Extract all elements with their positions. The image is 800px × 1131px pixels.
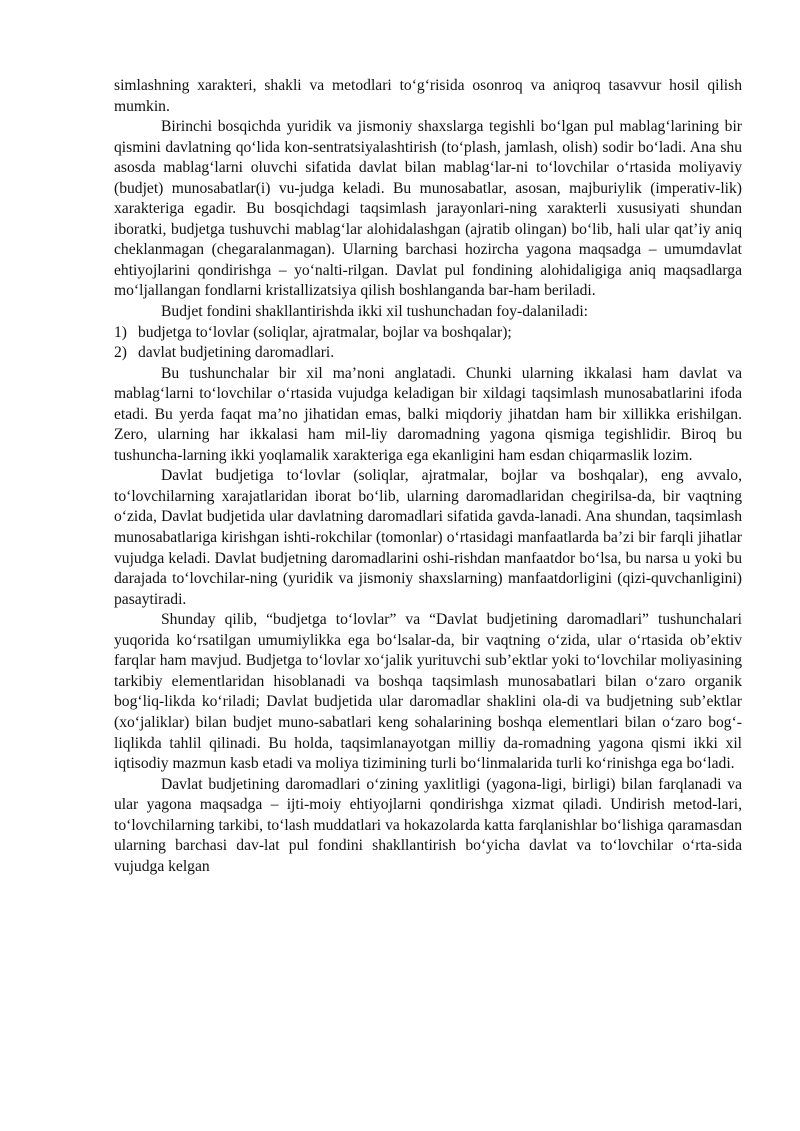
list-number: 2) <box>114 344 127 362</box>
paragraph-concepts-meaning: Bu tushunchalar bir xil ma’noni anglatadi. Chunki ularning ikkalasi ham davlat va mablag‘larni to‘lovchilar o‘rtasida vujudga keladigan bir xildagi taqsimlash munosabatlarini ifoda etadi. Bu yerda faqat ma’no jihatidan emas, balki miqdoriy jihatdan ham bir xillikka erishilgan. Zero, ularning har ikkalasi ham mil-liy daromadning yagona qismiga tegishlidir. Biroq bu tushuncha-larning ikki yoqlamalik xarakteriga ega ekanligini ham esdan chiqarmaslik lozim. <box>114 364 742 464</box>
list-number: 1) <box>114 323 127 341</box>
list-text: budjetga to‘lovlar (soliqlar, ajratmalar, bojlar va boshqalar); <box>138 323 512 341</box>
paragraph-budget-revenues: Davlat budjetining daromadlari o‘zining yaxlitligi (yagona-ligi, birligi) bilan farqlanadi va ular yagona maqsadga – ijti-moiy ehtiyojlarni qondirishga xizmat qiladi. Undirish metod-lari, to‘lovchilarning tarkibi, to‘lash muddatlari va hokazolarda katta farqlanishlar bo‘lishiga qaramasdan ularning barchasi dav-lat pul fondini shakllantirish bo‘yicha davlat va to‘lovchilar o‘rta-sida vujudga kelgan <box>114 775 742 875</box>
paragraph-thus: Shunday qilib, “budjetga to‘lovlar” va “Davlat budjetining daromadlari” tushunchalari yuqorida ko‘rsatilgan umumiylikka ega bo‘lsalar-da, bir vaqtning o‘zida, ular o‘rtasida ob’ektiv farqlar ham mavjud. Budjetga to‘lovlar xo‘jalik yurituvchi sub’ektlar yoki to‘lovchilar moliyasining tarkibiy elementlaridan hisoblanadi va boshqa taqsimlash munosabatlari bilan o‘zaro organik bog‘liq-likda ko‘riladi; Davlat budjetida ular daromadlar shaklini ola-di va budjetning sub’ektlar (xo‘jaliklar) bilan budjet muno-sabatlari keng sohalarining boshqa elementlari bilan o‘zaro bog‘-liqlikda tahlil qilinadi. Bu holda, taqsimlanayotgan milliy da-romadning yagona qismi ikki xil iqtisodiy mazmun kasb etadi va moliya tizimining turli bo‘linmalarida turli ko‘rinishga ega bo‘ladi. <box>114 611 742 773</box>
paragraph-budget-concepts-intro: Budjet fondini shakllantirishda ikki xil tushunchadan foy-dalaniladi: <box>161 303 589 321</box>
list-text: davlat budjetining daromadlari. <box>138 344 335 362</box>
paragraph-budget-payments: Davlat budjetiga to‘lovlar (soliqlar, ajratmalar, bojlar va boshqalar), eng avvalo, to‘lovchilarning xarajatlaridan iborat bo‘lib, ularning daromadlaridan chegirilsa-da, bir vaqtning o‘zida, Davlat budjetida ular davlatning daromadlari sifatida gavda-lanadi. Ana shundan, taqsimlash munosabatlariga kirishgan ishti-rokchilar (tomonlar) o‘rtasidagi manfaatlarda ba’zi bir farqli jihatlar vujudga keladi. Davlat budjetning daromadlarini oshi-rishdan manfaatdor bo‘lsa, bu narsa u yoki bu darajada to‘lovchilar-ning (yuridik va jismoniy shaxslarning) manfaatdorligini (qizi-quvchanligini) pasaytiradi. <box>114 467 742 608</box>
paragraph-continuation: simlashning xarakteri, shakli va metodlari to‘g‘risida osonroq va aniqroq tasavvur hosil qilish mumkin. <box>114 77 742 115</box>
list-item <box>114 343 742 364</box>
document-page <box>114 76 742 877</box>
paragraph-first-stage: Birinchi bosqichda yuridik va jismoniy shaxslarga tegishli bo‘lgan pul mablag‘larining bir qismini davlatning qo‘lida kon-sentratsiyalashtirish (to‘plash, jamlash, olish) sodir bo‘ladi. Ana shu asosda mablag‘larni oluvchi sifatida davlat bilan mablag‘lar-ni to‘lovchilar o‘rtasida moliyaviy (budjet) munosabatlar(i) vu-judga keladi. Bu munosabatlar, asosan, majburiylik (imperativ-lik) xarakteriga egadir. Bu bosqichdagi taqsimlash jarayonlari-ning xarakterli xususiyati shundan iboratki, budjetga tushuvchi mablag‘lar alohidalashgan (ajratib olingan) bo‘lib, hali ular qat’iy aniq cheklanmagan (chegaralanmagan). Ularning barchasi hozircha yagona maqsadga – umumdavlat ehtiyojlarini qondirishga – yo‘nalti-rilgan. Davlat pul fondining alohidaligiga aniq maqsadlarga mo‘ljallangan fondlarni kristallizatsiya qilish boshlanganda bar-ham beriladi. <box>114 118 742 300</box>
list-item <box>114 323 742 344</box>
